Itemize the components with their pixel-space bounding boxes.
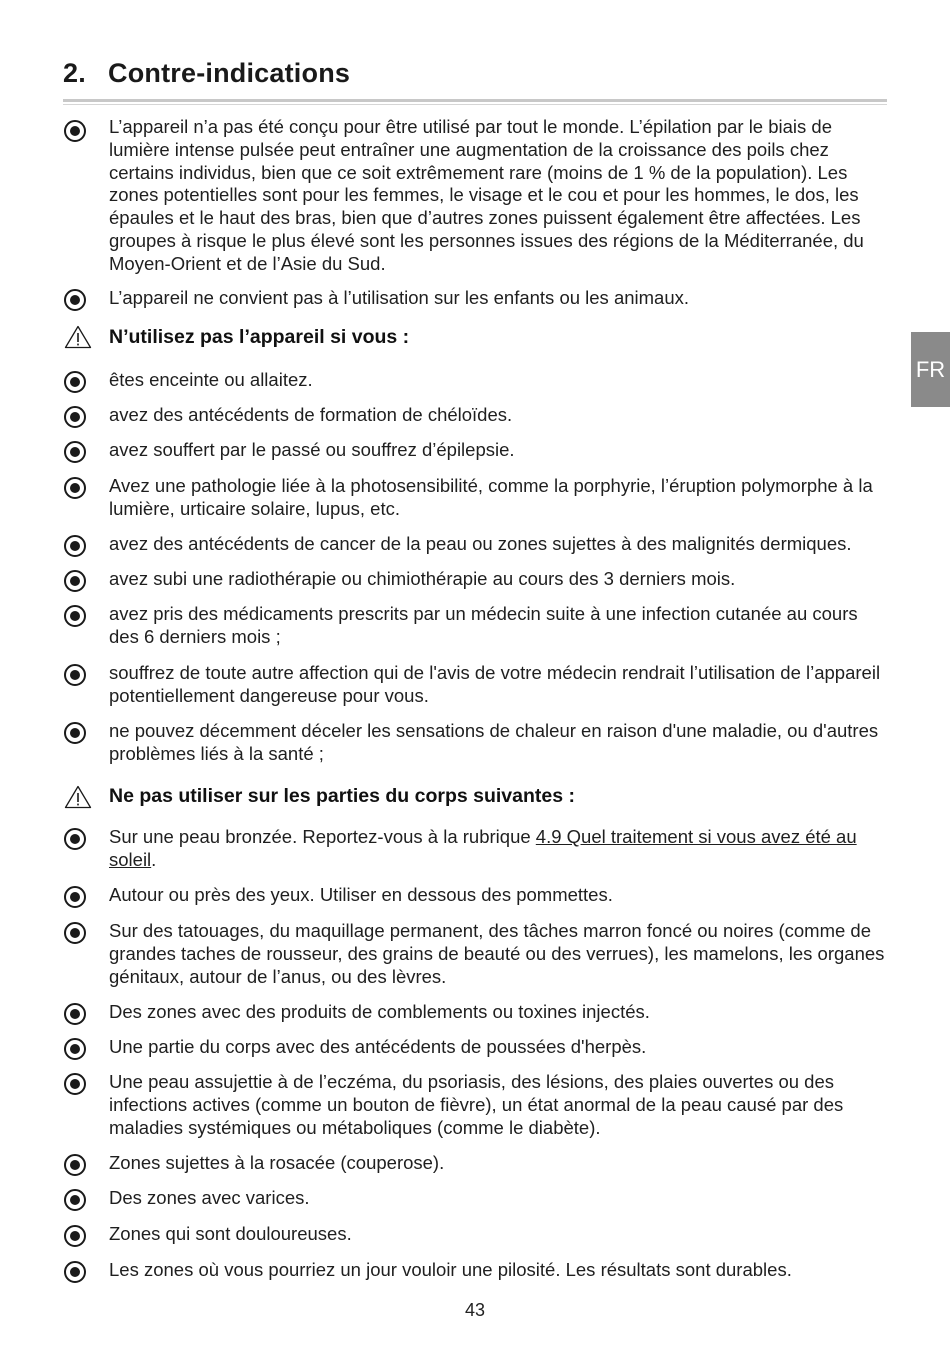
item-text: Sur des tatouages, du maquillage permanent, des tâches marron foncé ou noires (comme de grandes taches de rousseur, des grains de beauté ou des verrues), les mamelons, les organes génitaux, autour de l’anus, ou des lèvres.: [109, 920, 885, 987]
bullet-icon: [64, 477, 86, 499]
bullet-icon: [64, 406, 86, 428]
item-text: Une peau assujettie à de l’eczéma, du psoriasis, des lésions, des plaies ouvertes ou des infections actives (comme un bouton de fièvre), un état anormal de la peau causé par des maladies systémiques ou métaboliques (comme le diabète).: [109, 1071, 844, 1138]
item-text: avez des antécédents de formation de chéloïdes.: [109, 404, 513, 425]
warning-icon: [64, 325, 92, 349]
section-number: 2.: [63, 58, 86, 88]
item-text: Zones sujettes à la rosacée (couperose).: [109, 1152, 445, 1173]
item-text: souffrez de toute autre affection qui de l'avis de votre médecin rendrait l’utilisation de l’appareil potentiellement dangereuse pour vous.: [109, 662, 881, 706]
bullet-icon: [64, 1038, 86, 1060]
item-text: Des zones avec varices.: [109, 1187, 310, 1208]
bullet-icon: [64, 664, 86, 686]
item-text: Avez une pathologie liée à la photosensibilité, comme la porphyrie, l’éruption polymorphe à la lumière, urticaire solaire, lupus, etc.: [109, 475, 873, 519]
title-rule-thin: [63, 104, 887, 105]
bullet-icon: [64, 120, 86, 142]
item-text: avez des antécédents de cancer de la peau ou zones sujettes à des malignités dermiques.: [109, 533, 852, 554]
bullet-icon: [64, 535, 86, 557]
item-text: avez subi une radiothérapie ou chimiothérapie au cours des 3 derniers mois.: [109, 568, 736, 589]
item-text: [109, 826, 889, 872]
bullet-icon: [64, 289, 86, 311]
bullet-icon: [64, 828, 86, 850]
bullet-icon: [64, 1003, 86, 1025]
page-number: 43: [464, 1300, 486, 1320]
item-text: ne pouvez décemment déceler les sensations de chaleur en raison d'une maladie, ou d'autres problèmes liés à la santé ;: [109, 720, 879, 764]
item-text-prefix: Sur une peau bronzée. Reportez-vous à la rubrique: [109, 826, 536, 847]
bullet-icon: [64, 570, 86, 592]
item-text: êtes enceinte ou allaitez.: [109, 369, 313, 390]
item-text: Autour ou près des yeux. Utiliser en dessous des pommettes.: [109, 884, 613, 905]
section-reference-link[interactable]: 4.9 Quel traitement si vous avez été au soleil: [109, 826, 857, 870]
bullet-icon: [64, 1261, 86, 1283]
item-text: avez pris des médicaments prescrits par un médecin suite à une infection cutanée au cours des 6 derniers mois ;: [109, 603, 858, 647]
item-text-suffix: .: [151, 848, 157, 870]
warning-heading: Ne pas utiliser sur les parties du corps suivantes :: [109, 785, 576, 807]
bullet-icon: [64, 1154, 86, 1176]
item-text: L’appareil ne convient pas à l’utilisation sur les enfants ou les animaux.: [109, 287, 690, 308]
page-title: [63, 58, 350, 89]
bullet-icon: [64, 886, 86, 908]
bullet-icon: [64, 1073, 86, 1095]
bullet-icon: [64, 922, 86, 944]
bullet-icon: [64, 371, 86, 393]
bullet-icon: [64, 1189, 86, 1211]
bullet-icon: [64, 441, 86, 463]
bullet-icon: [64, 722, 86, 744]
language-tab: FR: [911, 332, 950, 407]
item-text: L’appareil n’a pas été conçu pour être utilisé par tout le monde. L’épilation par le biais de lumière intense pulsée peut entraîner une augmentation de la croissance des poils chez certains individus, bien que ce soit extrêmement rare (moins de 1 % de la population). Les zones potentielles sont pour les femmes, le visage et le cou et pour les hommes, le dos, les épaules et le haut des bras, bien que d’autres zones puissent également être affectées. Les groupes à risque le plus élevé sont les personnes issues des régions de la Méditerranée, du Moyen-Orient et de l’Asie du Sud.: [109, 116, 864, 274]
item-text: Une partie du corps avec des antécédents de poussées d'herpès.: [109, 1036, 647, 1057]
title-rule: [63, 99, 887, 102]
section-title: Contre-indications: [108, 58, 351, 88]
item-text: Zones qui sont douloureuses.: [109, 1223, 352, 1244]
warning-heading: N’utilisez pas l’appareil si vous :: [109, 326, 410, 348]
bullet-icon: [64, 605, 86, 627]
bullet-icon: [64, 1225, 86, 1247]
warning-icon: [64, 785, 92, 809]
item-text: Les zones où vous pourriez un jour vouloir une pilosité. Les résultats sont durables.: [109, 1259, 792, 1280]
item-text: Des zones avec des produits de comblements ou toxines injectés.: [109, 1001, 650, 1022]
item-text: avez souffert par le passé ou souffrez d’épilepsie.: [109, 439, 515, 460]
